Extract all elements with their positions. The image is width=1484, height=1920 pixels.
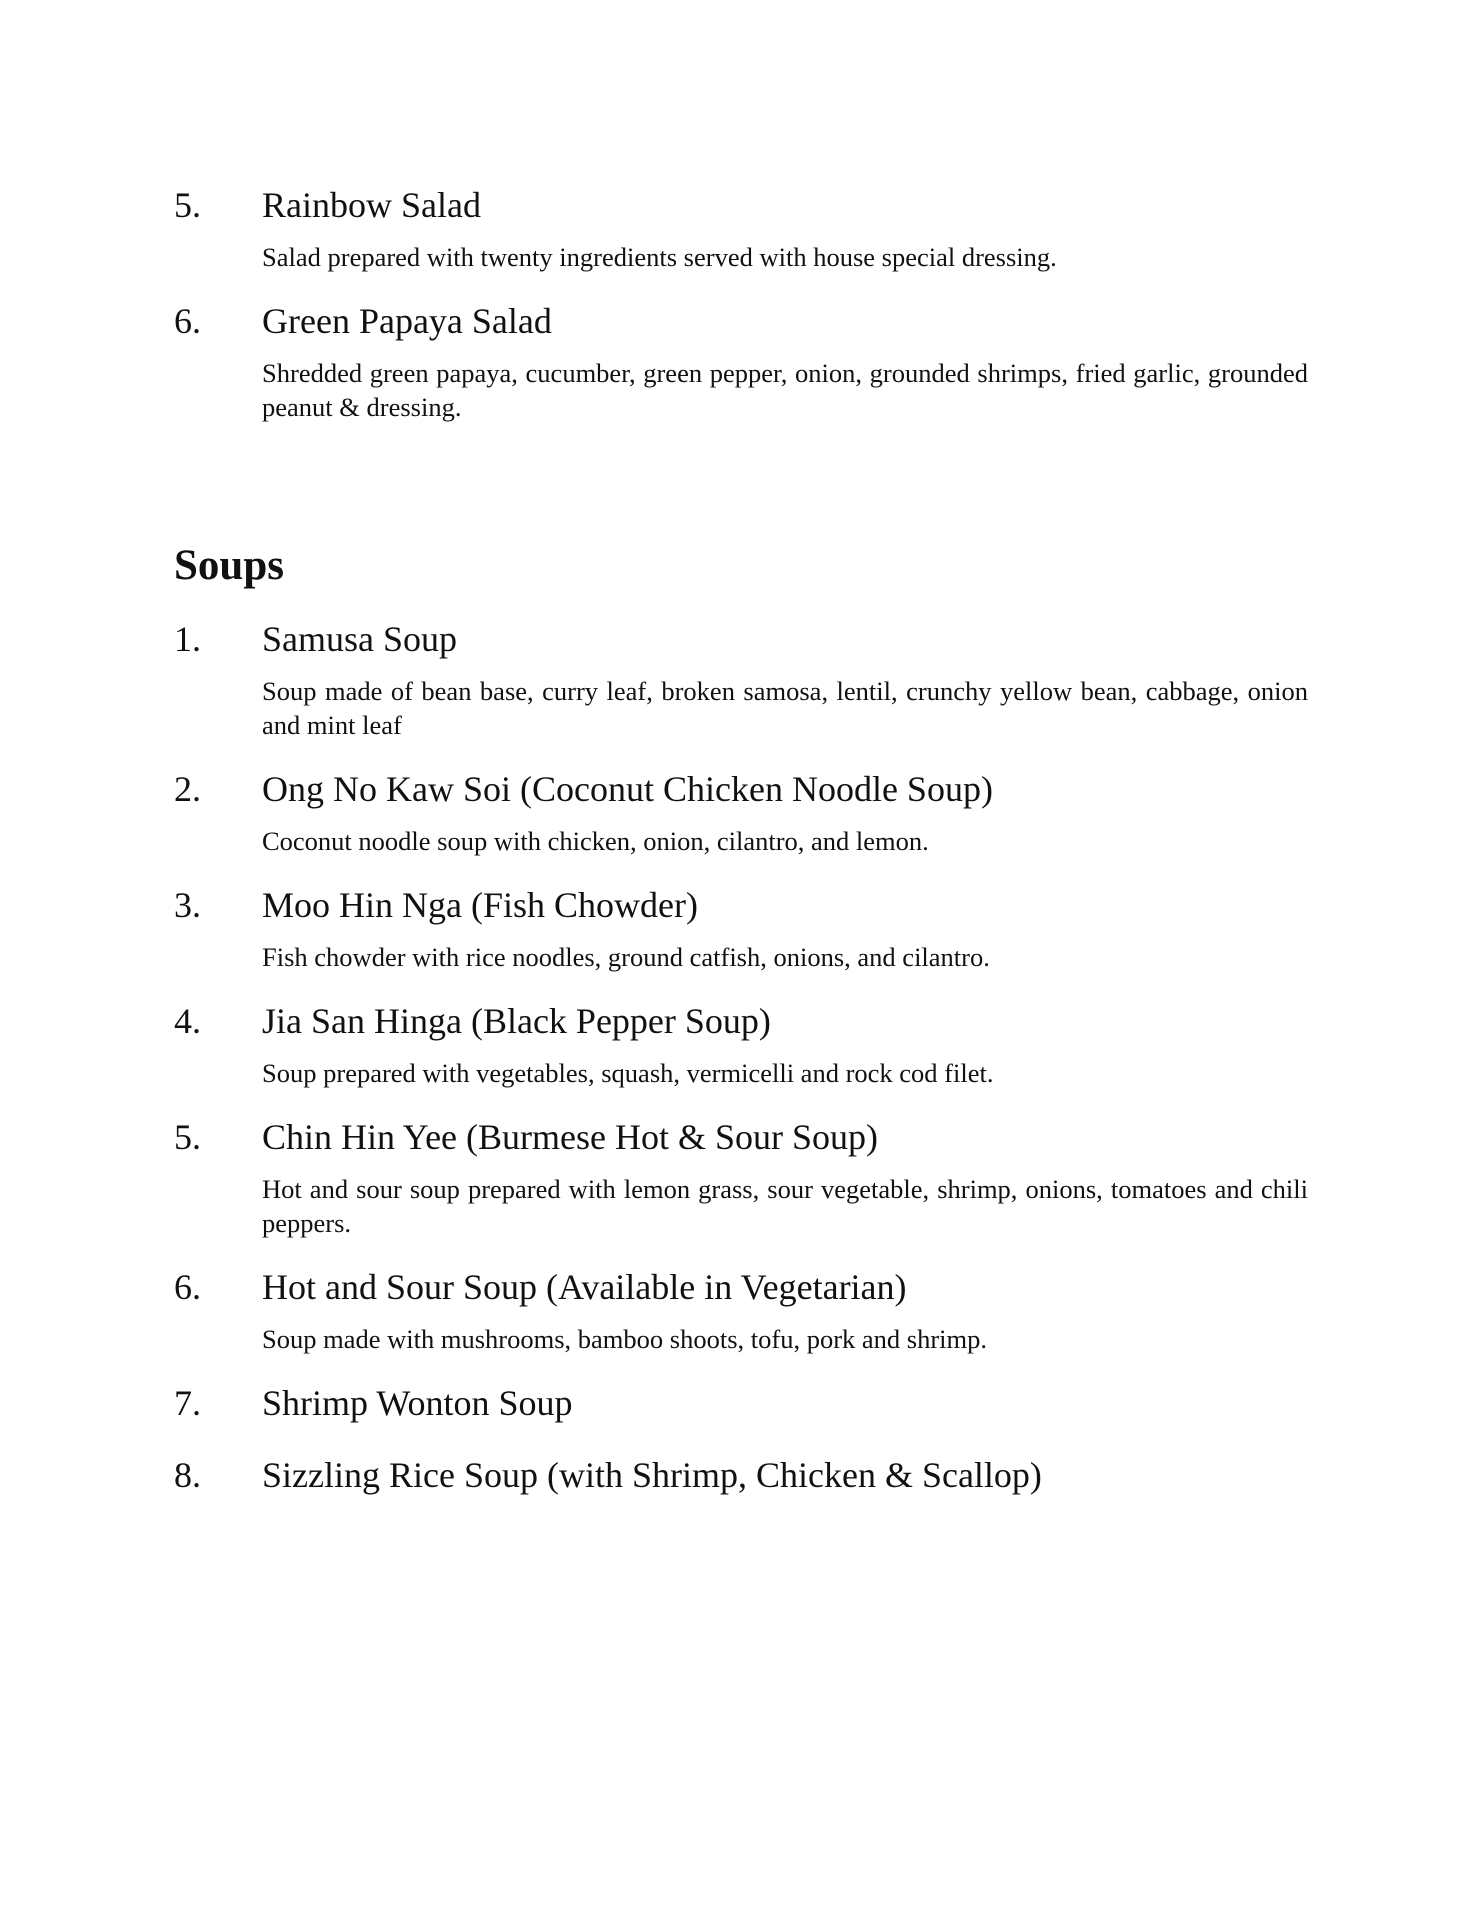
item-name: Jia San Hinga (Black Pepper Soup) xyxy=(262,1001,771,1041)
item-name: Hot and Sour Soup (Available in Vegetarian) xyxy=(262,1267,907,1307)
item-number: 8. xyxy=(174,1455,201,1495)
menu-item-chin-hin-yee xyxy=(0,1112,1484,1240)
item-description: Shredded green papaya, cucumber, green pepper, onion, grounded shrimps, fried garlic, grounded peanut & dressing. xyxy=(262,358,1308,422)
item-number: 2. xyxy=(174,769,201,809)
menu-item-header xyxy=(0,1378,1484,1428)
menu-item-header xyxy=(0,996,1484,1046)
item-number: 6. xyxy=(174,301,201,341)
item-number: 6. xyxy=(174,1267,201,1307)
menu-item-header xyxy=(0,180,1484,230)
menu-item-ong-no-kaw-soi xyxy=(0,764,1484,858)
item-name: Green Papaya Salad xyxy=(262,301,552,341)
item-description: Soup prepared with vegetables, squash, vermicelli and rock cod filet. xyxy=(262,1058,994,1088)
item-description: Coconut noodle soup with chicken, onion, cilantro, and lemon. xyxy=(262,826,929,856)
soups-section xyxy=(0,540,1484,1522)
item-description: Fish chowder with rice noodles, ground catfish, onions, and cilantro. xyxy=(262,942,990,972)
menu-item-header xyxy=(0,614,1484,664)
salads-section xyxy=(0,180,1484,446)
menu-item-header xyxy=(0,1262,1484,1312)
menu-item-header xyxy=(0,1450,1484,1500)
item-name: Rainbow Salad xyxy=(262,185,481,225)
menu-item-green-papaya-salad xyxy=(0,296,1484,424)
item-name: Moo Hin Nga (Fish Chowder) xyxy=(262,885,698,925)
item-description: Hot and sour soup prepared with lemon grass, sour vegetable, shrimp, onions, tomatoes and chili peppers. xyxy=(262,1174,1308,1238)
item-name: Chin Hin Yee (Burmese Hot & Sour Soup) xyxy=(262,1117,879,1157)
item-number: 7. xyxy=(174,1383,201,1423)
item-description: Soup made of bean base, curry leaf, broken samosa, lentil, crunchy yellow bean, cabbage, onion and mint leaf xyxy=(262,676,1308,740)
section-heading: Soups xyxy=(174,542,284,589)
item-name: Samusa Soup xyxy=(262,619,458,659)
menu-item-header xyxy=(0,296,1484,346)
item-name: Shrimp Wonton Soup xyxy=(262,1383,573,1423)
item-number: 4. xyxy=(174,1001,201,1041)
item-number: 5. xyxy=(174,1117,201,1157)
menu-item-sizzling-rice-soup xyxy=(0,1450,1484,1500)
menu-item-jia-san-hinga xyxy=(0,996,1484,1090)
item-name: Ong No Kaw Soi (Coconut Chicken Noodle Soup) xyxy=(262,769,993,809)
item-name: Sizzling Rice Soup (with Shrimp, Chicken & Scallop) xyxy=(262,1455,1042,1495)
menu-item-moo-hin-nga xyxy=(0,880,1484,974)
menu-item-header xyxy=(0,880,1484,930)
item-number: 1. xyxy=(174,619,201,659)
item-number: 3. xyxy=(174,885,201,925)
menu-item-header xyxy=(0,1112,1484,1162)
menu-item-shrimp-wonton-soup xyxy=(0,1378,1484,1428)
menu-item-samusa-soup xyxy=(0,614,1484,742)
menu-item-header xyxy=(0,764,1484,814)
item-number: 5. xyxy=(174,185,201,225)
item-description: Soup made with mushrooms, bamboo shoots, tofu, pork and shrimp. xyxy=(262,1324,988,1354)
menu-item-hot-and-sour-soup xyxy=(0,1262,1484,1356)
item-description: Salad prepared with twenty ingredients served with house special dressing. xyxy=(262,242,1057,272)
menu-item-rainbow-salad xyxy=(0,180,1484,274)
